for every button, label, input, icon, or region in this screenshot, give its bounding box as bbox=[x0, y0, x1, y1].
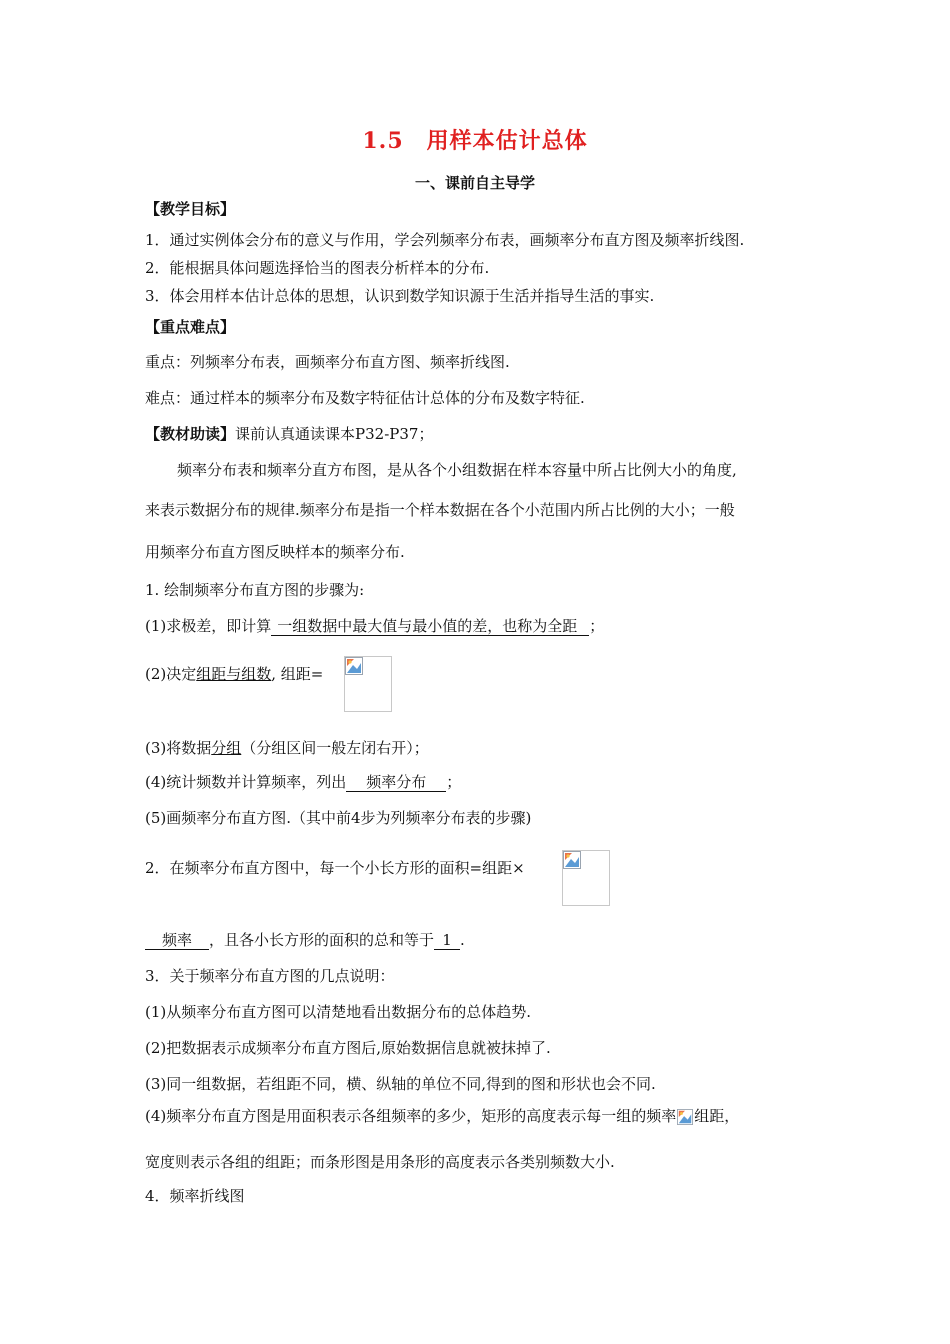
question-3-point-4-text: (4)频率分布直方图是用面积表示各组频率的多少，矩形的高度表示每一组的频率 bbox=[145, 1107, 677, 1125]
key-points-heading: 【重点难点】 bbox=[145, 318, 236, 336]
question-3-point-4-suffix: 组距， bbox=[694, 1107, 740, 1125]
question-3-point-4 bbox=[145, 1106, 739, 1126]
reading-line bbox=[145, 424, 433, 444]
step-4-prefix: (4)统计频数并计算频率，列出 bbox=[145, 773, 347, 791]
broken-image-icon bbox=[677, 1109, 693, 1125]
step-3-underlined-term: 分组 bbox=[211, 739, 242, 757]
step-2-underlined-term: 组距与组数 bbox=[196, 665, 272, 683]
question-3-point-1: (1)从频率分布直方图可以清楚地看出数据分布的总体趋势. bbox=[145, 1003, 532, 1021]
question-2-answer-blank: 频率 bbox=[145, 931, 209, 950]
question-4-heading: 4．频率折线图 bbox=[145, 1187, 245, 1205]
objectives-heading: 【教学目标】 bbox=[145, 200, 236, 218]
question-2-answer-blank-2: 1 bbox=[434, 931, 460, 950]
question-3-point-3: (3)同一组数据，若组距不同，横、纵轴的单位不同,得到的图和形状也会不同. bbox=[145, 1075, 656, 1093]
question-3-heading: 3．关于频率分布直方图的几点说明： bbox=[145, 967, 395, 985]
difficult-point: 难点：通过样本的频率分布及数字特征估计总体的分布及数字特征. bbox=[145, 389, 585, 407]
reading-paragraph-line-1: 频率分布表和频率分直方布图，是从各个小组数据在样本容量中所占比例大小的角度, bbox=[177, 461, 737, 479]
step-4-suffix: ； bbox=[446, 773, 462, 791]
step-1 bbox=[145, 616, 604, 636]
reading-text: 课前认真通读课本P32-P37； bbox=[235, 425, 434, 443]
step-4 bbox=[145, 772, 461, 792]
step-3-prefix: (3)将数据 bbox=[145, 739, 212, 757]
objective-item-2: 2．能根据具体问题选择恰当的图表分析样本的分布. bbox=[145, 259, 490, 277]
question-2-rest: ，且各小长方形的面积的总和等于 bbox=[209, 931, 435, 949]
formula-image-placeholder bbox=[344, 656, 392, 712]
question-2-line-1 bbox=[145, 858, 583, 878]
formula-image-placeholder-2 bbox=[562, 850, 610, 906]
steps-heading: 1. 绘制频率分布直方图的步骤为: bbox=[145, 581, 365, 599]
step-3 bbox=[145, 738, 429, 758]
question-2-prefix: 2．在频率分布直方图中，每一个小长方形的面积=组距× bbox=[145, 859, 525, 877]
step-3-suffix: （分组区间一般左闭右开）； bbox=[241, 739, 429, 757]
page-title: 1.5 用样本估计总体 bbox=[362, 128, 588, 154]
objective-item-1: 1．通过实例体会分布的意义与作用，学会列频率分布表，画频率分布直方图及频率折线图. bbox=[145, 231, 745, 249]
question-3-point-4-continued: 宽度则表示各组的组距；而条形图是用条形的高度表示各类别频数大小. bbox=[145, 1153, 615, 1171]
step-1-prefix: (1)求极差，即计算 bbox=[145, 617, 272, 635]
question-2-end: . bbox=[460, 931, 465, 949]
step-1-suffix: ； bbox=[589, 617, 605, 635]
broken-image-icon bbox=[345, 657, 363, 675]
step-2-prefix: (2)决定 bbox=[145, 665, 197, 683]
key-point: 重点：列频率分布表，画频率分布直方图、频率折线图. bbox=[145, 353, 510, 371]
step-2-mid: , 组距= bbox=[271, 665, 324, 683]
objective-item-3: 3．体会用样本估计总体的思想，认识到数学知识源于生活并指导生活的事实. bbox=[145, 287, 655, 305]
reading-paragraph-line-2: 来表示数据分布的规律.频率分布是指一个样本数据在各个小范围内所占比例的大小；一般 bbox=[145, 501, 735, 519]
reading-paragraph-line-3: 用频率分布直方图反映样本的频率分布. bbox=[145, 543, 405, 561]
reading-heading: 【教材助读】 bbox=[145, 425, 236, 443]
section-heading: 一、课前自主导学 bbox=[414, 174, 535, 192]
question-2-line-2 bbox=[145, 930, 465, 950]
step-4-answer-blank: 频率分布 bbox=[346, 773, 446, 792]
question-3-point-2: (2)把数据表示成频率分布直方图后,原始数据信息就被抹掉了. bbox=[145, 1039, 551, 1057]
broken-image-icon bbox=[563, 851, 581, 869]
step-5: (5)画频率分布直方图.（其中前4步为列频率分布表的步骤) bbox=[145, 809, 532, 827]
step-1-answer-blank: 一组数据中最大值与最小值的差，也称为全距 bbox=[271, 617, 589, 636]
